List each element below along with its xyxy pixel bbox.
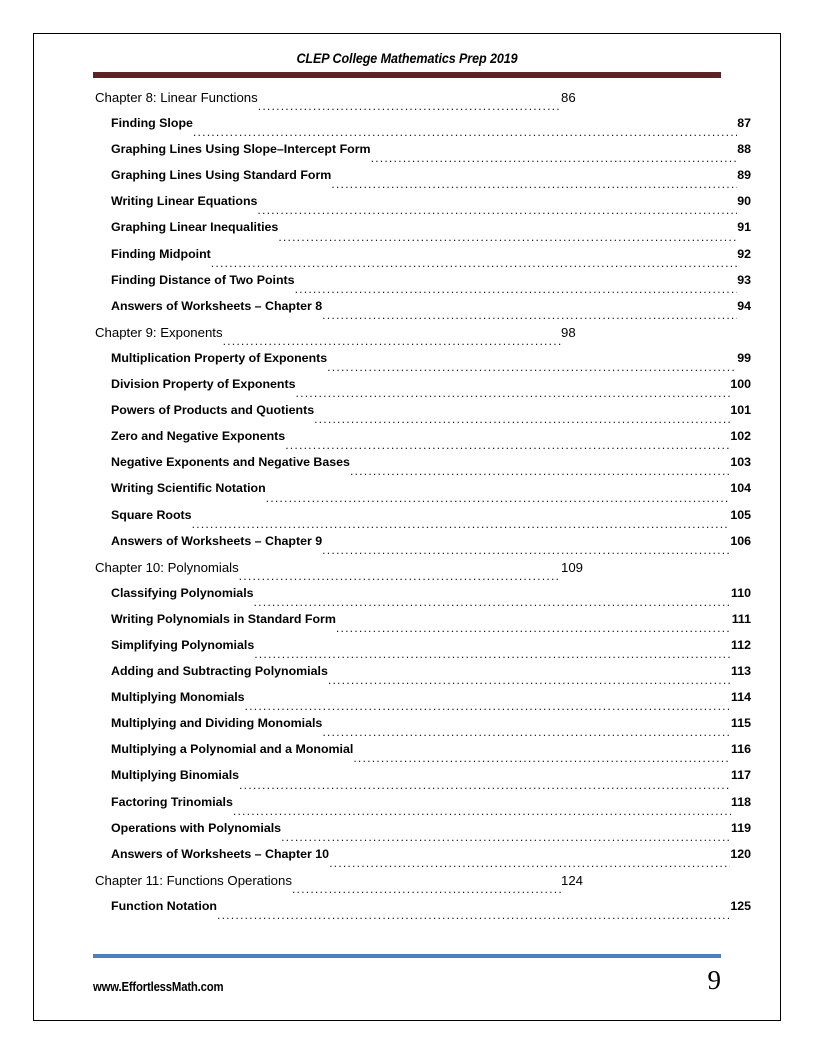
toc-section-entry[interactable] <box>34 351 780 377</box>
toc-dot-leader <box>239 569 561 583</box>
toc-entry-page-number: 111 <box>731 611 751 626</box>
toc-entry-page-number: 117 <box>731 768 751 783</box>
toc-entry-label: Powers of Products and Quotients <box>111 403 315 418</box>
toc-dot-leader <box>328 673 731 687</box>
toc-dot-leader <box>331 177 737 191</box>
toc-entry-label: Graphing Lines Using Slope–Intercept Form <box>111 142 371 157</box>
toc-entry-label: Chapter 8: Linear Functions <box>95 90 258 105</box>
toc-entry-page-number: 124 <box>561 872 584 888</box>
toc-section-entry[interactable] <box>34 481 780 507</box>
toc-entry-label: Adding and Subtracting Polynomials <box>111 664 328 679</box>
toc-entry-page-number: 103 <box>730 455 751 470</box>
toc-section-entry[interactable] <box>34 508 780 534</box>
toc-entry-page-number: 101 <box>730 403 751 418</box>
page-header <box>34 34 780 78</box>
toc-section-entry[interactable] <box>34 638 780 664</box>
toc-section-entry[interactable] <box>34 377 780 403</box>
toc-entry-label: Operations with Polynomials <box>111 820 282 835</box>
toc-entry-label: Negative Exponents and Negative Bases <box>111 455 350 470</box>
toc-entry-label: Multiplying Monomials <box>111 690 245 705</box>
toc-section-entry[interactable] <box>34 116 780 142</box>
toc-entry-page-number: 99 <box>737 350 751 365</box>
toc-entry-page-number: 102 <box>730 429 751 444</box>
toc-section-entry[interactable] <box>34 716 780 742</box>
toc-dot-leader <box>322 725 731 739</box>
toc-chapter-entry[interactable] <box>34 325 780 351</box>
toc-dot-leader <box>353 751 731 765</box>
toc-section-entry[interactable] <box>34 299 780 325</box>
toc-section-entry[interactable] <box>34 664 780 690</box>
website-url: www.EffortlessMath.com <box>93 980 224 994</box>
toc-chapter-entry[interactable] <box>34 560 780 586</box>
toc-entry-page-number: 92 <box>737 246 751 261</box>
toc-dot-leader <box>314 412 730 426</box>
toc-section-entry[interactable] <box>34 847 780 873</box>
toc-section-entry[interactable] <box>34 455 780 481</box>
toc-entry-page-number: 106 <box>730 533 751 548</box>
toc-entry-label: Chapter 10: Polynomials <box>95 559 239 575</box>
toc-entry-page-number: 112 <box>731 637 751 652</box>
toc-entry-page-number: 125 <box>730 898 751 913</box>
toc-entry-page-number: 110 <box>731 585 751 600</box>
toc-dot-leader <box>322 308 737 322</box>
toc-dot-leader <box>254 647 731 661</box>
toc-entry-page-number: 113 <box>731 664 751 679</box>
toc-entry-page-number: 104 <box>730 481 751 496</box>
toc-entry-page-number: 119 <box>731 820 751 835</box>
toc-chapter-entry[interactable] <box>34 873 780 899</box>
toc-entry-label: Answers of Worksheets – Chapter 8 <box>111 298 323 313</box>
toc-dot-leader <box>285 438 730 452</box>
toc-entry-page-number: 90 <box>737 194 751 209</box>
document-page <box>33 33 781 1021</box>
toc-dot-leader <box>295 282 738 296</box>
toc-entry-label: Writing Linear Equations <box>111 194 258 209</box>
toc-dot-leader <box>254 595 731 609</box>
toc-entry-page-number: 116 <box>731 742 751 757</box>
toc-dot-leader <box>278 230 737 244</box>
toc-entry-page-number: 105 <box>730 507 751 522</box>
toc-entry-label: Answers of Worksheets – Chapter 10 <box>111 846 330 861</box>
toc-dot-leader <box>217 908 730 922</box>
toc-entry-label: Multiplying Binomials <box>111 768 240 783</box>
toc-entry-label: Classifying Polynomials <box>111 585 254 600</box>
toc-entry-label: Graphing Linear Inequalities <box>111 220 279 235</box>
toc-section-entry[interactable] <box>34 690 780 716</box>
toc-dot-leader <box>350 464 730 478</box>
toc-entry-label: Zero and Negative Exponents <box>111 429 286 444</box>
toc-entry-page-number: 98 <box>561 324 576 340</box>
toc-chapter-entry[interactable] <box>34 90 780 116</box>
toc-entry-page-number: 87 <box>737 116 751 131</box>
toc-dot-leader <box>258 99 561 113</box>
toc-dot-leader <box>281 830 731 844</box>
toc-entry-page-number: 94 <box>737 298 751 313</box>
toc-section-entry[interactable] <box>34 168 780 194</box>
toc-dot-leader <box>371 151 738 165</box>
toc-dot-leader <box>233 804 731 818</box>
toc-dot-leader <box>296 386 731 400</box>
toc-entry-label: Square Roots <box>111 507 192 522</box>
toc-entry-label: Answers of Worksheets – Chapter 9 <box>111 533 323 548</box>
toc-dot-leader <box>239 778 731 792</box>
toc-dot-leader <box>245 699 731 713</box>
toc-entry-label: Multiplying a Polynomial and a Monomial <box>111 742 354 757</box>
toc-entry-label: Factoring Trinomials <box>111 794 233 809</box>
toc-entry-page-number: 91 <box>737 220 751 235</box>
toc-entry-label: Finding Midpoint <box>111 246 211 261</box>
toc-entry-label: Division Property of Exponents <box>111 377 296 392</box>
toc-section-entry[interactable] <box>34 194 780 220</box>
toc-section-entry[interactable] <box>34 273 780 299</box>
toc-entry-page-number: 115 <box>731 716 751 731</box>
toc-entry-label: Finding Slope <box>111 116 193 131</box>
book-title: CLEP College Mathematics Prep 2019 <box>296 51 518 66</box>
toc-section-entry[interactable] <box>34 247 780 273</box>
toc-section-entry[interactable] <box>34 220 780 246</box>
toc-dot-leader <box>211 256 737 270</box>
toc-section-entry[interactable] <box>34 612 780 638</box>
toc-entry-page-number: 109 <box>561 559 584 575</box>
toc-section-entry[interactable] <box>34 586 780 612</box>
toc-section-entry[interactable] <box>34 403 780 429</box>
toc-entry-label: Chapter 11: Functions Operations <box>95 872 292 888</box>
toc-dot-leader <box>266 491 731 505</box>
toc-dot-leader <box>192 517 731 531</box>
toc-entry-label: Multiplication Property of Exponents <box>111 350 328 365</box>
table-of-contents <box>34 90 780 925</box>
toc-section-entry[interactable] <box>34 534 780 560</box>
toc-entry-label: Writing Polynomials in Standard Form <box>111 611 336 626</box>
toc-section-entry[interactable] <box>34 142 780 168</box>
toc-entry-label: Chapter 9: Exponents <box>95 324 223 340</box>
toc-section-entry[interactable] <box>34 768 780 794</box>
toc-entry-label: Multiplying and Dividing Monomials <box>111 716 323 731</box>
toc-entry-page-number: 100 <box>730 377 751 392</box>
page-footer <box>34 954 780 1020</box>
page-number: 9 <box>707 965 721 995</box>
toc-entry-label: Finding Distance of Two Points <box>111 272 295 287</box>
toc-section-entry[interactable] <box>34 899 780 925</box>
toc-entry-page-number: 89 <box>737 168 751 183</box>
toc-dot-leader <box>292 882 561 896</box>
toc-entry-page-number: 120 <box>730 846 751 861</box>
toc-section-entry[interactable] <box>34 821 780 847</box>
toc-dot-leader <box>223 334 561 348</box>
toc-dot-leader <box>193 125 737 139</box>
toc-entry-page-number: 93 <box>737 272 751 287</box>
toc-dot-leader <box>329 856 730 870</box>
toc-entry-label: Simplifying Polynomials <box>111 637 255 652</box>
header-divider-bar <box>93 72 721 78</box>
toc-entry-label: Graphing Lines Using Standard Form <box>111 168 332 183</box>
toc-section-entry[interactable] <box>34 742 780 768</box>
toc-dot-leader <box>327 360 737 374</box>
toc-dot-leader <box>257 203 737 217</box>
toc-entry-page-number: 114 <box>731 690 751 705</box>
toc-entry-page-number: 118 <box>731 794 751 809</box>
toc-entry-page-number: 86 <box>561 90 576 105</box>
toc-section-entry[interactable] <box>34 795 780 821</box>
toc-entry-label: Writing Scientific Notation <box>111 481 266 496</box>
toc-section-entry[interactable] <box>34 429 780 455</box>
toc-entry-label: Function Notation <box>111 898 217 913</box>
toc-dot-leader <box>322 543 730 557</box>
toc-dot-leader <box>336 621 732 635</box>
toc-entry-page-number: 88 <box>737 142 751 157</box>
